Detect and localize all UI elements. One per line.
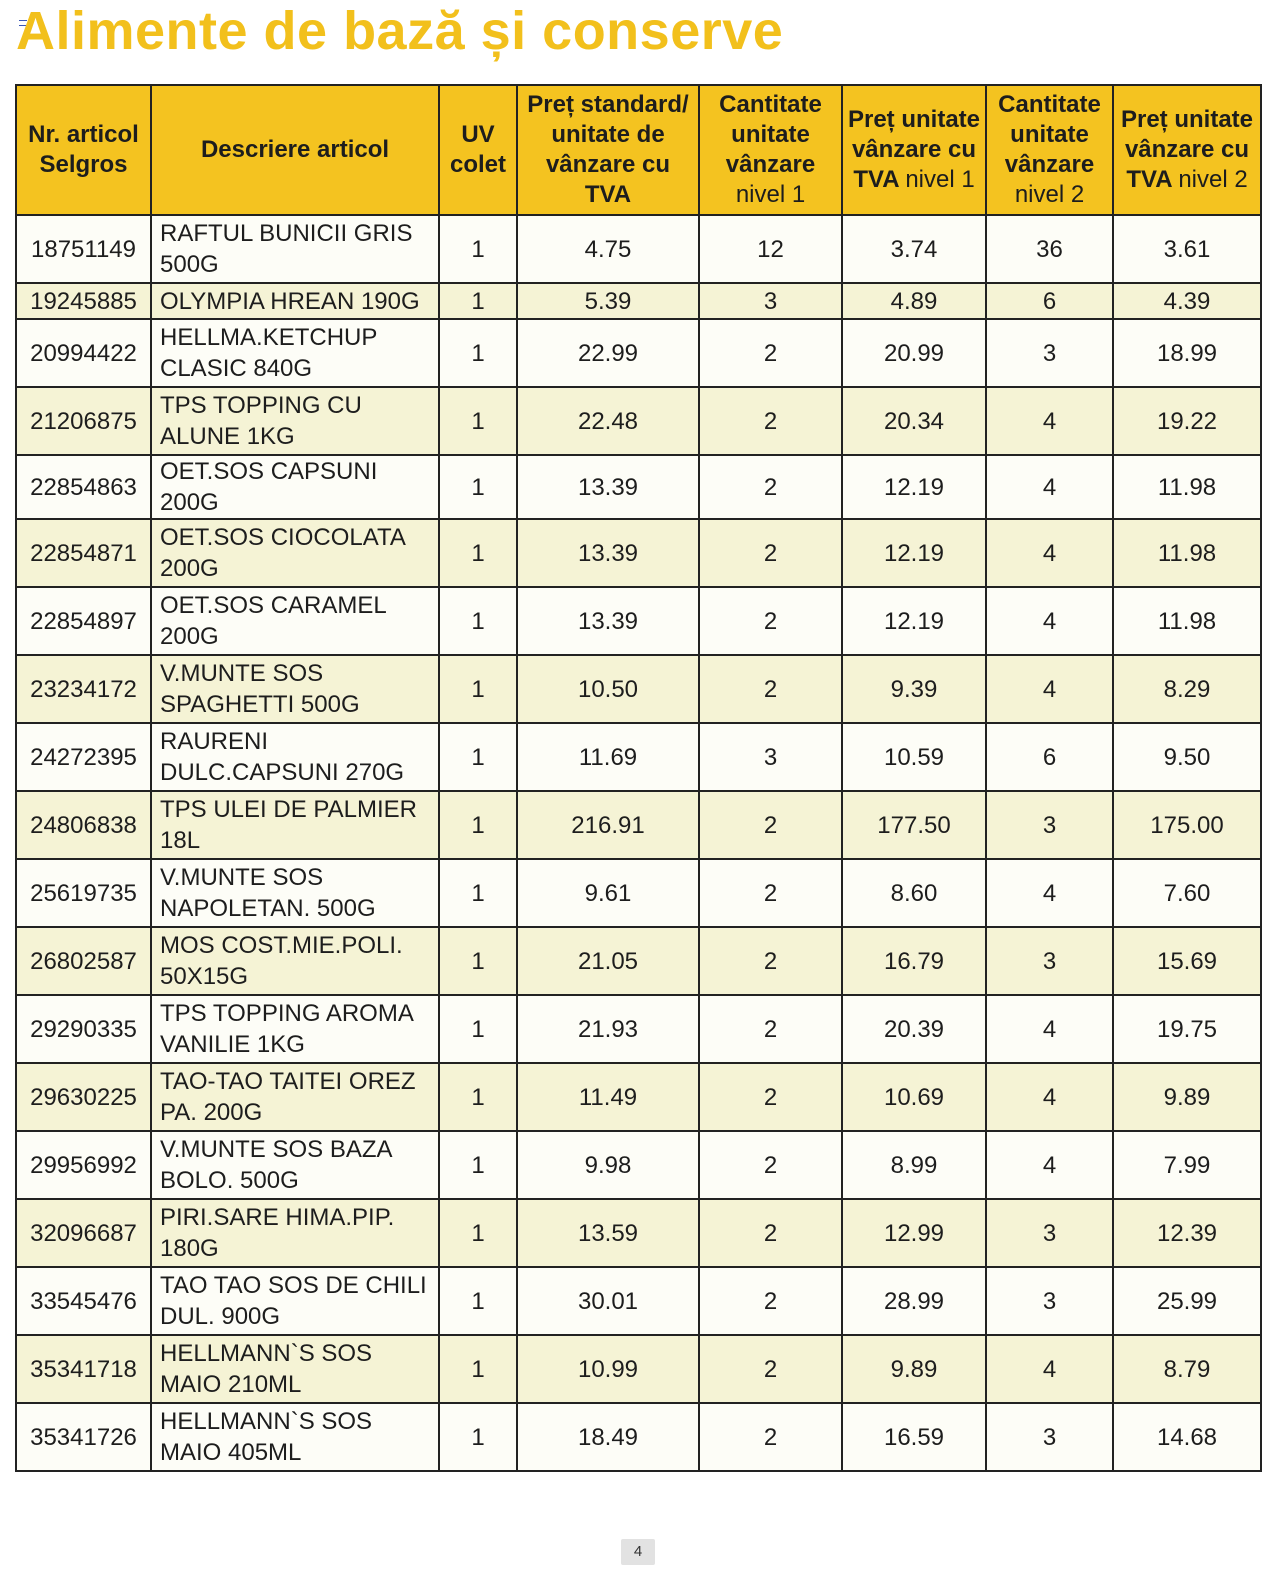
cell-cantitate-nivel1: 2 xyxy=(699,859,842,927)
cell-cantitate-nivel1: 3 xyxy=(699,723,842,791)
cell-cantitate-nivel2: 3 xyxy=(986,791,1113,859)
cell-cantitate-nivel2: 4 xyxy=(986,995,1113,1063)
cell-cantitate-nivel1: 2 xyxy=(699,995,842,1063)
cell-pret-nivel1: 9.39 xyxy=(842,655,986,723)
cell-descriere: RAFTUL BUNICII GRIS 500G xyxy=(151,215,439,283)
cell-uv-colet: 1 xyxy=(439,859,517,927)
cell-descriere: MOS COST.MIE.POLI. 50X15G xyxy=(151,927,439,995)
cell-pret-standard: 22.48 xyxy=(517,387,699,455)
cell-pret-nivel2: 9.89 xyxy=(1113,1063,1261,1131)
table-row xyxy=(16,455,1261,519)
cell-cantitate-nivel1: 2 xyxy=(699,1131,842,1199)
cell-uv-colet: 1 xyxy=(439,995,517,1063)
cell-descriere: TAO TAO SOS DE CHILI DUL. 900G xyxy=(151,1267,439,1335)
table-row xyxy=(16,995,1261,1063)
cell-cantitate-nivel2: 4 xyxy=(986,387,1113,455)
cell-descriere: OET.SOS CIOCOLATA 200G xyxy=(151,519,439,587)
cell-nr-articol: 29290335 xyxy=(16,995,151,1063)
cell-pret-standard: 9.61 xyxy=(517,859,699,927)
cell-descriere: RAURENI DULC.CAPSUNI 270G xyxy=(151,723,439,791)
cell-pret-nivel1: 10.59 xyxy=(842,723,986,791)
cell-cantitate-nivel2: 3 xyxy=(986,927,1113,995)
cell-pret-standard: 18.49 xyxy=(517,1403,699,1471)
header-nr-articol: Nr. articol Selgros xyxy=(16,85,151,215)
cell-pret-standard: 21.05 xyxy=(517,927,699,995)
cell-descriere: PIRI.SARE HIMA.PIP. 180G xyxy=(151,1199,439,1267)
cell-pret-nivel1: 28.99 xyxy=(842,1267,986,1335)
cell-nr-articol: 22854871 xyxy=(16,519,151,587)
cell-nr-articol: 33545476 xyxy=(16,1267,151,1335)
table-row xyxy=(16,859,1261,927)
cell-nr-articol: 26802587 xyxy=(16,927,151,995)
cell-nr-articol: 25619735 xyxy=(16,859,151,927)
cell-uv-colet: 1 xyxy=(439,215,517,283)
cell-pret-nivel2: 25.99 xyxy=(1113,1267,1261,1335)
cell-pret-nivel2: 4.39 xyxy=(1113,283,1261,319)
cell-uv-colet: 1 xyxy=(439,1199,517,1267)
cell-nr-articol: 29630225 xyxy=(16,1063,151,1131)
cell-pret-nivel2: 18.99 xyxy=(1113,319,1261,387)
cell-pret-nivel1: 9.89 xyxy=(842,1335,986,1403)
cell-uv-colet: 1 xyxy=(439,519,517,587)
cell-cantitate-nivel1: 2 xyxy=(699,1063,842,1131)
cell-pret-nivel2: 14.68 xyxy=(1113,1403,1261,1471)
table-row xyxy=(16,1199,1261,1267)
header-uv-colet: UV colet xyxy=(439,85,517,215)
cell-nr-articol: 18751149 xyxy=(16,215,151,283)
cell-cantitate-nivel2: 6 xyxy=(986,723,1113,791)
table-row xyxy=(16,519,1261,587)
cell-pret-nivel1: 20.39 xyxy=(842,995,986,1063)
cell-cantitate-nivel2: 3 xyxy=(986,319,1113,387)
cell-pret-standard: 216.91 xyxy=(517,791,699,859)
cell-cantitate-nivel1: 2 xyxy=(699,519,842,587)
cell-nr-articol: 22854863 xyxy=(16,455,151,519)
cell-cantitate-nivel1: 2 xyxy=(699,587,842,655)
table-row xyxy=(16,1131,1261,1199)
cell-uv-colet: 1 xyxy=(439,723,517,791)
cell-pret-nivel2: 15.69 xyxy=(1113,927,1261,995)
cell-pret-nivel1: 12.19 xyxy=(842,587,986,655)
cell-descriere: HELLMA.KETCHUP CLASIC 840G xyxy=(151,319,439,387)
cell-pret-standard: 13.39 xyxy=(517,455,699,519)
cell-pret-nivel1: 3.74 xyxy=(842,215,986,283)
cell-pret-standard: 13.59 xyxy=(517,1199,699,1267)
cell-nr-articol: 24272395 xyxy=(16,723,151,791)
header-cantitate-nivel1 xyxy=(699,85,842,215)
cell-pret-nivel2: 7.99 xyxy=(1113,1131,1261,1199)
cell-descriere: TAO-TAO TAITEI OREZ PA. 200G xyxy=(151,1063,439,1131)
cell-uv-colet: 1 xyxy=(439,655,517,723)
cell-pret-standard: 10.99 xyxy=(517,1335,699,1403)
cell-uv-colet: 1 xyxy=(439,455,517,519)
cell-nr-articol: 24806838 xyxy=(16,791,151,859)
table-row xyxy=(16,1335,1261,1403)
cell-pret-nivel1: 12.19 xyxy=(842,519,986,587)
cell-descriere: OLYMPIA HREAN 190G xyxy=(151,283,439,319)
cell-uv-colet: 1 xyxy=(439,283,517,319)
table-row xyxy=(16,927,1261,995)
cell-nr-articol: 21206875 xyxy=(16,387,151,455)
cell-nr-articol: 35341726 xyxy=(16,1403,151,1471)
cell-descriere: V.MUNTE SOS NAPOLETAN. 500G xyxy=(151,859,439,927)
cell-descriere: HELLMANN`S SOS MAIO 210ML xyxy=(151,1335,439,1403)
cell-pret-nivel2: 19.75 xyxy=(1113,995,1261,1063)
cell-descriere: HELLMANN`S SOS MAIO 405ML xyxy=(151,1403,439,1471)
header-pret-nivel2 xyxy=(1113,85,1261,215)
cell-pret-nivel1: 12.99 xyxy=(842,1199,986,1267)
cell-pret-nivel1: 8.60 xyxy=(842,859,986,927)
cell-cantitate-nivel1: 2 xyxy=(699,927,842,995)
cell-pret-nivel2: 19.22 xyxy=(1113,387,1261,455)
header-pret-nivel1 xyxy=(842,85,986,215)
cell-uv-colet: 1 xyxy=(439,1267,517,1335)
cell-pret-nivel2: 3.61 xyxy=(1113,215,1261,283)
table-row xyxy=(16,283,1261,319)
cell-pret-nivel1: 8.99 xyxy=(842,1131,986,1199)
cell-pret-standard: 30.01 xyxy=(517,1267,699,1335)
cell-pret-standard: 5.39 xyxy=(517,283,699,319)
cell-pret-nivel1: 16.59 xyxy=(842,1403,986,1471)
cell-pret-standard: 13.39 xyxy=(517,587,699,655)
cell-descriere: TPS TOPPING AROMA VANILIE 1KG xyxy=(151,995,439,1063)
cell-nr-articol: 23234172 xyxy=(16,655,151,723)
cell-cantitate-nivel1: 2 xyxy=(699,319,842,387)
header-cantitate-nivel2-main: Cantitate unitate vânzare xyxy=(998,91,1101,178)
cell-uv-colet: 1 xyxy=(439,927,517,995)
cell-nr-articol: 20994422 xyxy=(16,319,151,387)
cell-pret-nivel2: 8.79 xyxy=(1113,1335,1261,1403)
table-row xyxy=(16,387,1261,455)
cell-pret-nivel2: 12.39 xyxy=(1113,1199,1261,1267)
cell-pret-standard: 10.50 xyxy=(517,655,699,723)
cell-cantitate-nivel2: 3 xyxy=(986,1267,1113,1335)
cell-cantitate-nivel2: 4 xyxy=(986,455,1113,519)
table-row xyxy=(16,655,1261,723)
cell-pret-nivel2: 11.98 xyxy=(1113,587,1261,655)
cell-cantitate-nivel2: 6 xyxy=(986,283,1113,319)
cell-cantitate-nivel1: 3 xyxy=(699,283,842,319)
table-row xyxy=(16,723,1261,791)
table-row xyxy=(16,1403,1261,1471)
table-row xyxy=(16,587,1261,655)
cell-cantitate-nivel2: 4 xyxy=(986,1063,1113,1131)
cell-uv-colet: 1 xyxy=(439,1403,517,1471)
header-cantitate-nivel2 xyxy=(986,85,1113,215)
cell-cantitate-nivel1: 2 xyxy=(699,387,842,455)
cell-cantitate-nivel2: 4 xyxy=(986,859,1113,927)
cell-pret-nivel2: 7.60 xyxy=(1113,859,1261,927)
cell-nr-articol: 35341718 xyxy=(16,1335,151,1403)
cell-nr-articol: 19245885 xyxy=(16,283,151,319)
cell-pret-nivel1: 20.99 xyxy=(842,319,986,387)
cell-pret-nivel1: 4.89 xyxy=(842,283,986,319)
cell-cantitate-nivel2: 4 xyxy=(986,1131,1113,1199)
page-number: 4 xyxy=(621,1539,655,1565)
cell-cantitate-nivel1: 2 xyxy=(699,1199,842,1267)
header-pret-standard: Preț standard/ unitate de vânzare cu TVA xyxy=(517,85,699,215)
cell-cantitate-nivel2: 4 xyxy=(986,519,1113,587)
cell-pret-standard: 11.69 xyxy=(517,723,699,791)
cell-nr-articol: 29956992 xyxy=(16,1131,151,1199)
cell-pret-nivel1: 20.34 xyxy=(842,387,986,455)
cell-cantitate-nivel2: 36 xyxy=(986,215,1113,283)
header-descriere: Descriere articol xyxy=(151,85,439,215)
header-pret-nivel2-main: Preț unitate vânzare cu TVA xyxy=(1120,106,1254,193)
table-row xyxy=(16,1063,1261,1131)
cell-descriere: OET.SOS CARAMEL 200G xyxy=(151,587,439,655)
cell-pret-standard: 22.99 xyxy=(517,319,699,387)
cell-nr-articol: 32096687 xyxy=(16,1199,151,1267)
cell-pret-nivel1: 12.19 xyxy=(842,455,986,519)
cell-uv-colet: 1 xyxy=(439,387,517,455)
cell-cantitate-nivel2: 3 xyxy=(986,1199,1113,1267)
header-pret-nivel1-level: nivel 1 xyxy=(905,166,975,193)
cell-descriere: V.MUNTE SOS SPAGHETTI 500G xyxy=(151,655,439,723)
cell-cantitate-nivel1: 2 xyxy=(699,1267,842,1335)
cell-uv-colet: 1 xyxy=(439,1063,517,1131)
cell-cantitate-nivel1: 2 xyxy=(699,455,842,519)
header-cantitate-nivel1-level: nivel 1 xyxy=(735,181,806,208)
header-pret-nivel1-main: Preț unitate vânzare cu TVA xyxy=(847,106,981,193)
cell-pret-nivel2: 8.29 xyxy=(1113,655,1261,723)
cell-cantitate-nivel2: 3 xyxy=(986,1403,1113,1471)
cell-descriere: OET.SOS CAPSUNI 200G xyxy=(151,455,439,519)
cell-cantitate-nivel2: 4 xyxy=(986,655,1113,723)
cell-pret-nivel2: 9.50 xyxy=(1113,723,1261,791)
cell-nr-articol: 22854897 xyxy=(16,587,151,655)
cell-cantitate-nivel1: 12 xyxy=(699,215,842,283)
cell-pret-nivel2: 11.98 xyxy=(1113,455,1261,519)
cell-cantitate-nivel1: 2 xyxy=(699,791,842,859)
table-row xyxy=(16,319,1261,387)
cell-cantitate-nivel2: 4 xyxy=(986,587,1113,655)
cell-uv-colet: 1 xyxy=(439,791,517,859)
cell-uv-colet: 1 xyxy=(439,319,517,387)
cell-pret-nivel1: 177.50 xyxy=(842,791,986,859)
cell-pret-standard: 21.93 xyxy=(517,995,699,1063)
cell-cantitate-nivel1: 2 xyxy=(699,1335,842,1403)
cell-cantitate-nivel1: 2 xyxy=(699,655,842,723)
cell-pret-nivel2: 11.98 xyxy=(1113,519,1261,587)
table-row xyxy=(16,215,1261,283)
cell-descriere: TPS ULEI DE PALMIER 18L xyxy=(151,791,439,859)
cell-pret-standard: 9.98 xyxy=(517,1131,699,1199)
cell-cantitate-nivel1: 2 xyxy=(699,1403,842,1471)
table-header xyxy=(16,85,1261,215)
cell-descriere: V.MUNTE SOS BAZA BOLO. 500G xyxy=(151,1131,439,1199)
cell-uv-colet: 1 xyxy=(439,1131,517,1199)
cell-pret-standard: 11.49 xyxy=(517,1063,699,1131)
cell-descriere: TPS TOPPING CU ALUNE 1KG xyxy=(151,387,439,455)
table-body xyxy=(16,215,1261,1471)
header-cantitate-nivel1-main: Cantitate unitate vânzare xyxy=(719,91,822,178)
table-row xyxy=(16,1267,1261,1335)
cell-cantitate-nivel2: 4 xyxy=(986,1335,1113,1403)
cell-pret-standard: 4.75 xyxy=(517,215,699,283)
cell-pret-standard: 13.39 xyxy=(517,519,699,587)
header-cantitate-nivel2-level: nivel 2 xyxy=(1014,181,1085,208)
table-row xyxy=(16,791,1261,859)
price-table xyxy=(15,84,1262,1472)
page-title: Alimente de bază și conserve xyxy=(16,1,784,61)
cell-uv-colet: 1 xyxy=(439,587,517,655)
cell-pret-nivel2: 175.00 xyxy=(1113,791,1261,859)
header-pret-nivel2-level: nivel 2 xyxy=(1178,166,1248,193)
cell-pret-nivel1: 10.69 xyxy=(842,1063,986,1131)
cell-pret-nivel1: 16.79 xyxy=(842,927,986,995)
cell-uv-colet: 1 xyxy=(439,1335,517,1403)
